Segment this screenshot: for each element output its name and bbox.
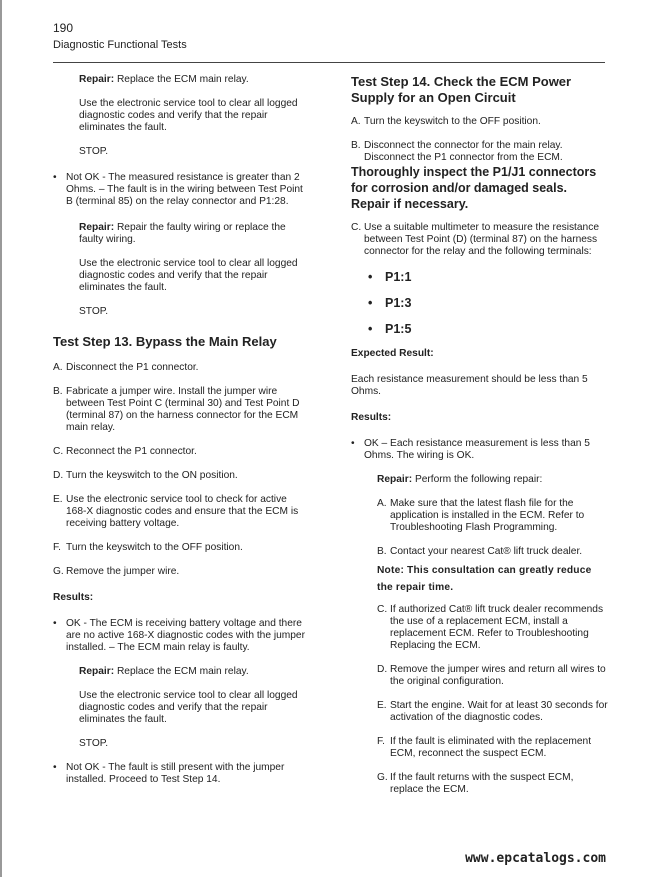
stop-text: STOP.	[79, 306, 109, 317]
repair-paragraph	[53, 666, 308, 678]
terminal-item: • P1:3	[351, 296, 609, 310]
step-item: F. Turn the keyswitch to the OFF position.	[53, 542, 243, 553]
terminal-item: • P1:5	[351, 322, 609, 336]
expected-result-label: Expected Result:	[351, 348, 434, 359]
clear-codes-paragraph: Use the electronic service tool to clear all logged diagnostic codes and verify that the repair eliminates the fault.	[79, 258, 298, 293]
step-item: E. Use the electronic service tool to check for active 168-X diagnostic codes and ensure that the ECM is receiving battery voltage.	[53, 494, 299, 529]
clear-codes-paragraph: Use the electronic service tool to clear all logged diagnostic codes and verify that the repair eliminates the fault.	[79, 690, 298, 725]
step-item: C. Use a suitable multimeter to measure the resistance between Test Point (D) (terminal 87) on the harness connector for the relay and the following terminals:	[351, 222, 599, 257]
step-item: A. Turn the keyswitch to the OFF position.	[351, 116, 541, 127]
section-title: Diagnostic Functional Tests	[53, 39, 187, 51]
page-number: 190	[53, 21, 74, 35]
header-rule	[53, 62, 605, 63]
sub-step-item: C. If authorized Cat® lift truck dealer recommends the use of a replacement ECM, install a replacement ECM. Refer to Troubleshooting Replacing the ECM.	[377, 604, 604, 651]
step-item: B. Fabricate a jumper wire. Install the jumper wire between Test Point C (terminal 30) and Test Point D (terminal 87) on the harness connector for the ECM main relay.	[53, 386, 300, 433]
left-column	[53, 74, 308, 786]
clear-codes-paragraph: Use the electronic service tool to clear all logged diagnostic codes and verify that the repair eliminates the fault.	[79, 98, 298, 133]
not-ok-bullet: • Not OK - The fault is still present with the jumper installed. Proceed to Test Step 14.	[53, 762, 308, 786]
section-heading: Test Step 13. Bypass the Main Relay	[53, 334, 277, 349]
repair-label: Repair:	[377, 474, 413, 485]
not-ok-bullet: • Not OK - The measured resistance is greater than 2 Ohms. – The fault is in the wiring between Test Point B (terminal 85) on the relay connector and P1:28.	[53, 172, 308, 208]
ok-bullet: • OK - The ECM is receiving battery voltage and there are no active 168-X diagnostic codes with the jumper installed. – The ECM main relay is faulty.	[53, 618, 308, 654]
stop-text: STOP.	[79, 146, 109, 157]
note-text: Note: This consultation can greatly reduce the repair time.	[377, 565, 592, 593]
inspect-instruction: Thoroughly inspect the P1/J1 connectors for corrosion and/or damaged seals. Repair if necessary.	[351, 165, 597, 211]
repair-paragraph	[53, 222, 308, 246]
repair-text: Replace the ECM main relay.	[114, 666, 249, 677]
repair-label: Repair:	[79, 666, 115, 677]
step-item: D. Turn the keyswitch to the ON position.	[53, 470, 238, 481]
repair-label: Repair:	[79, 74, 115, 85]
sub-step-item: D. Remove the jumper wires and return all wires to the original configuration.	[377, 664, 606, 687]
sub-step-item: B. Contact your nearest Cat® lift truck dealer.	[377, 546, 583, 557]
repair-paragraph	[53, 74, 308, 86]
expected-result-text: Each resistance measurement should be less than 5 Ohms.	[351, 374, 588, 397]
repair-text: Repair the faulty wiring or replace the faulty wiring.	[79, 222, 286, 245]
watermark-url: www.epcatalogs.com	[465, 851, 606, 866]
step-item: A. Disconnect the P1 connector.	[53, 362, 199, 373]
right-column	[351, 74, 609, 796]
repair-label: Repair:	[79, 222, 115, 233]
sub-step-item: F. If the fault is eliminated with the replacement ECM, reconnect the suspect ECM.	[377, 736, 592, 759]
ok-bullet: • OK – Each resistance measurement is less than 5 Ohms. The wiring is OK.	[351, 438, 609, 462]
sub-step-item: G. If the fault returns with the suspect ECM, replace the ECM.	[377, 772, 574, 795]
step-item: C. Reconnect the P1 connector.	[53, 446, 197, 457]
sub-step-item: A. Make sure that the latest flash file for the application is installed in the ECM. Refer to Troubleshooting Flash Programming.	[377, 498, 585, 533]
repair-text: Perform the following repair:	[412, 474, 543, 485]
terminal-item: • P1:1	[351, 270, 609, 284]
repair-paragraph	[351, 474, 609, 486]
section-heading: Test Step 14. Check the ECM Power Supply for an Open Circuit	[351, 74, 572, 105]
sub-step-item: E. Start the engine. Wait for at least 30 seconds for activation of the diagnostic codes.	[377, 700, 608, 723]
repair-text: Replace the ECM main relay.	[114, 74, 249, 85]
results-label: Results:	[53, 592, 94, 603]
stop-text: STOP.	[79, 738, 109, 749]
step-item: G. Remove the jumper wire.	[53, 566, 180, 577]
step-item: B. Disconnect the connector for the main relay. Disconnect the P1 connector from the ECM.	[351, 140, 563, 163]
results-label: Results:	[351, 412, 392, 423]
